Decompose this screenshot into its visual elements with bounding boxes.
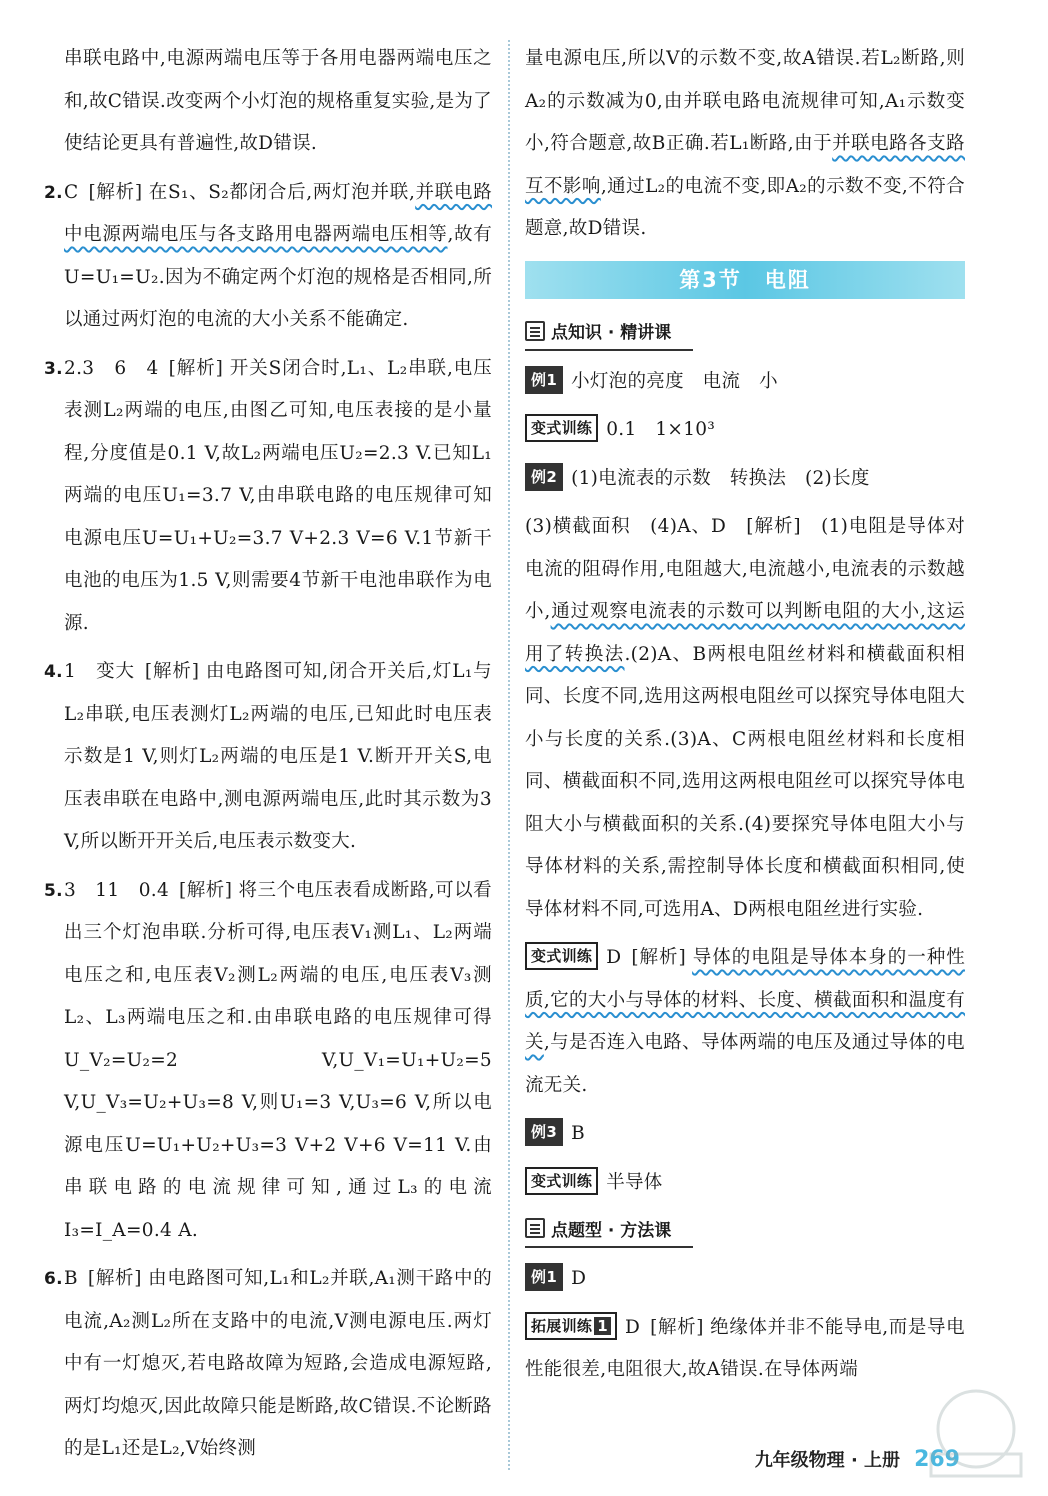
item-number: 4. [44, 662, 63, 682]
example-2-analysis [525, 506, 965, 931]
notebook-icon [525, 1218, 545, 1238]
example-answer: D [571, 1268, 587, 1289]
example-badge: 例1 [525, 1263, 563, 1291]
answer: 2.3 6 4 [64, 357, 159, 379]
example-3 [525, 1113, 965, 1156]
variant-answer: 0.1 1×10³ [606, 419, 716, 440]
section-title-banner: 第3节 电阻 [525, 261, 965, 299]
variant-training-2 [525, 937, 965, 1107]
answer: D [606, 947, 622, 968]
paragraph-continued [525, 38, 965, 251]
answer: 1 变大 [64, 661, 135, 682]
answer: C [64, 181, 79, 203]
example-badge: 例3 [525, 1118, 563, 1146]
variant-training-3 [525, 1162, 965, 1205]
analysis-tag: [解析] [88, 181, 143, 203]
example-answer: (1)电流表的示数 转换法 (2)长度 [571, 467, 870, 489]
example-badge: 例2 [525, 463, 563, 491]
text-segment: ,通过L₂的电流不变,即A₂的示数不变,不符合题意,故D错误. [525, 175, 965, 239]
analysis-tag: [解析] [650, 1316, 704, 1338]
key-point-underline: 并联电路各支路互不影响 [525, 133, 965, 197]
analysis-tag: [解析] [168, 357, 224, 379]
right-column [525, 38, 965, 1398]
book-title: 九年级物理 · 上册 [754, 1450, 901, 1471]
analysis-text: 由电路图可知,L₁和L₂并联,A₁测干路中的电流,A₂测L₂所在支路中的电流,V测电源电压.两灯中有一灯熄灭,若电路故障为短路,会造成电源短路,两灯均熄灭,因此故障只能是断路,故C错误.不论断路的是L₁还是L₂,V始终测 [64, 1268, 492, 1459]
left-column [44, 38, 493, 1477]
key-point-underline: 通过观察电流表的示数可以判断电阻的大小,这运用了转换法 [525, 601, 965, 665]
analysis-text: 绝缘体并非不能导电,而是导电性能很差,电阻很大,故A错误.在导体两端 [525, 1316, 965, 1380]
example-method-1 [525, 1258, 965, 1301]
variant-badge: 变式训练 [525, 1167, 598, 1195]
example-2 [525, 458, 965, 501]
answer-item-6 [44, 1258, 492, 1471]
item-number: 6. [44, 1269, 63, 1289]
column-divider [508, 40, 510, 1470]
subheading-knowledge [525, 313, 693, 351]
answer: B [64, 1268, 78, 1289]
answer-item-5 [44, 870, 492, 1253]
analysis-text: 将三个电压表看成断路,可以看出三个灯泡串联.分析可得,电压表V₁测L₁、L₂两端电压之和,电压表V₂测L₂两端的电压,电压表V₃测L₂、L₃两端电压之和.由串联电路的电压规律可得U_V₂=U₂=2 V,U_V₁=U₁+U₂=5 V,U_V₃=U₂+U₃=8 V,则U₁=3 V,U₃=6 V,所以电源电压U=U₁+U₂+U₃=3 V+2 V+6 V=11 V.由串联电路的电流规律可知,通过L₃的电流I₃=I_A=0.4 A. [64, 879, 492, 1241]
variant-training-1 [525, 409, 965, 452]
text-segment: 量电源电压,所以V的示数不变,故A错误.若L₂断路,则A₂的示数减为0,由并联电路电流规律可知,A₁示数变小,符合题意,故B正确.若L₁断路,由于 [525, 48, 965, 154]
extension-badge: 拓展训练 1 [525, 1312, 617, 1340]
variant-badge: 变式训练 [525, 942, 598, 970]
key-point-underline: 导体的电阻是导体本身的一种性质,它的大小与导体的材料、长度、横截面积和温度有关 [525, 947, 966, 1053]
analysis-tag: [解析] [87, 1268, 142, 1289]
item-number: 5. [44, 880, 63, 901]
item-number: 3. [44, 358, 63, 379]
analysis-text: 由电路图可知,闭合开关后,灯L₁与L₂串联,电压表测灯L₂两端的电压,已知此时电压表示数是1 V,则灯L₂两端的电压是1 V.断开开关S,电压表串联在电路中,测电源两端电压,此时其示数为3 V,所以断开开关后,电压表示数变大. [64, 661, 492, 852]
paragraph-continued: 串联电路中,电源两端电压等于各用电器两端电压之和,故C错误.改变两个小灯泡的规格重复实验,是为了使结论更具有普遍性,故D错误. [64, 48, 492, 154]
variant-badge: 变式训练 [525, 414, 598, 442]
text-segment: .(2)A、B两根电阻丝材料和横截面积相同、长度不同,选用这两根电阻丝可以探究导体电阻大小与长度的关系.(3)A、C两根电阻丝材料和长度相同、横截面积不同,选用这两根电阻丝可以探究导体电阻大小与横截面积的关系.(4)要探究导体电阻大小与导体材料的关系,需控制导体长度和横截面积相同,使导体材料不同,可选用A、D两根电阻丝进行实验. [525, 643, 965, 920]
key-point-underline: 并联电路中电源两端电压与各支路用电器两端电压相等 [64, 181, 493, 245]
answer-item-2 [44, 172, 493, 342]
analysis-tag: [解析] [144, 661, 200, 682]
example-1 [525, 361, 965, 404]
notebook-icon [525, 321, 545, 341]
text-segment: ,与是否连入电路、导体两端的电压及通过导体的电流无关. [525, 1032, 965, 1096]
variant-answer: 半导体 [606, 1171, 663, 1193]
analysis-text: 在S₁、S₂都闭合后,两灯泡并联, [148, 181, 416, 203]
example-answer: B [571, 1123, 585, 1144]
extension-training-1 [525, 1307, 965, 1392]
analysis-tag: [解析] [179, 879, 233, 901]
answer-item-3 [44, 348, 492, 646]
subheading-label: 点题型 · 方法课 [551, 1220, 672, 1241]
analysis-tag: [解析] [631, 947, 687, 968]
example-badge: 例1 [525, 366, 563, 394]
analysis-text: 开关S闭合时,L₁、L₂串联,电压表测L₂两端的电压,由图乙可知,电压表接的是小量程,分度值是0.1 V,故L₂两端电压U₂=2.3 V.已知L₁两端的电压U₁=3.7 V,由串联电路的电压规律可知电源电压U=U₁+U₂=3.7 V+2.3 V=6 V.1节新干电池的电压为1.5 V,则需要4节新干电池串联作为电源. [64, 357, 492, 634]
text-segment: (3)横截面积 (4)A、D [解析] (1)电阻是导体对电流的阻碍作用,电阻越大,电流越小,电流表的示数越小, [525, 516, 965, 622]
subheading-methods [525, 1210, 693, 1248]
answer: 3 11 0.4 [64, 879, 170, 901]
analysis-text: ,故有U=U₁=U₂.因为不确定两个灯泡的规格是否相同,所以通过两灯泡的电流的大小关系不能确定. [64, 224, 492, 330]
example-answer: 小灯泡的亮度 电流 小 [571, 370, 778, 392]
answer: D [624, 1316, 641, 1338]
answer-item-4 [44, 651, 492, 864]
item-number: 2. [44, 182, 63, 203]
watermark-logo-icon [916, 1384, 1036, 1484]
page-number: 269 [914, 1446, 960, 1472]
subheading-label: 点知识 · 精讲课 [551, 323, 672, 343]
